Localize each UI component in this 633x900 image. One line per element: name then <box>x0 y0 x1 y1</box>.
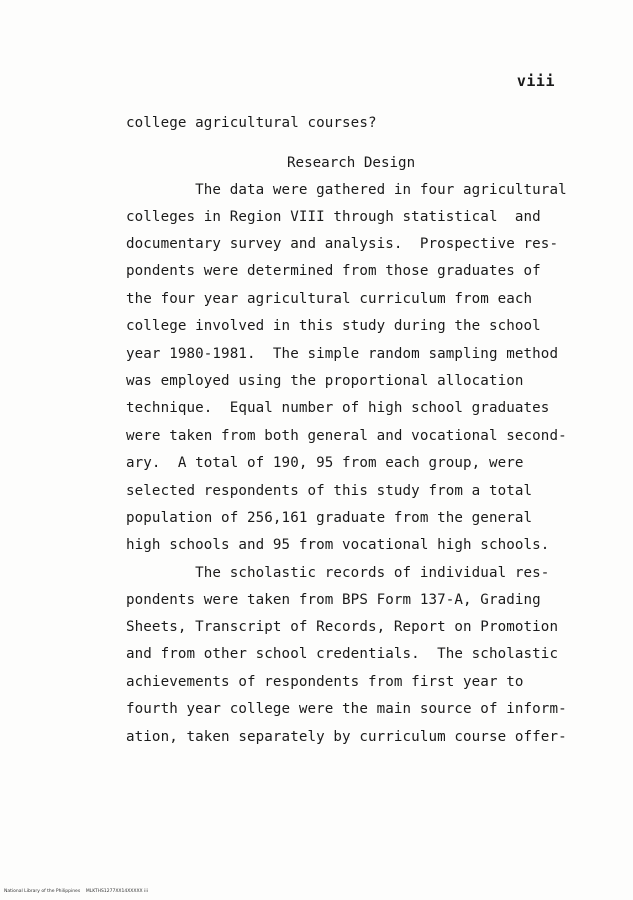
text-line: The data were gathered in four agricultural <box>126 182 567 198</box>
text-line: achievements of respondents from first year to <box>126 674 524 690</box>
text-line: ation, taken separately by curriculum course offer- <box>126 729 567 745</box>
text-line: The scholastic records of individual res- <box>126 565 550 581</box>
page-number: viii <box>516 72 555 90</box>
section-heading: Research Design <box>287 155 416 171</box>
text-line: pondents were taken from BPS Form 137-A, Grading <box>126 592 541 608</box>
text-line: year 1980-1981. The simple random sampling method <box>126 346 559 362</box>
text-line: were taken from both general and vocational second- <box>126 428 567 444</box>
text-line: was employed using the proportional allocation <box>126 373 524 389</box>
text-line: technique. Equal number of high school graduates <box>126 400 550 416</box>
text-line: the four year agricultural curriculum from each <box>126 291 533 307</box>
text-line: college involved in this study during the school <box>126 318 541 334</box>
footer-watermark: National Library of the Philippines MLKTHS1277XX14XXXXX iii <box>4 889 148 894</box>
text-line: ary. A total of 190, 95 from each group, were <box>126 455 524 471</box>
text-line: population of 256,161 graduate from the general <box>126 510 533 526</box>
text-line: fourth year college were the main source of inform- <box>126 701 567 717</box>
text-line: high schools and 95 from vocational high schools. <box>126 537 550 553</box>
text-line: documentary survey and analysis. Prospective res- <box>126 236 559 252</box>
continuation-line: college agricultural courses? <box>126 115 377 131</box>
text-line: colleges in Region VIII through statistical and <box>126 209 541 225</box>
text-line: Sheets, Transcript of Records, Report on Promotion <box>126 619 559 635</box>
text-line: and from other school credentials. The scholastic <box>126 646 559 662</box>
text-line: selected respondents of this study from a total <box>126 483 533 499</box>
text-line: pondents were determined from those graduates of <box>126 263 541 279</box>
